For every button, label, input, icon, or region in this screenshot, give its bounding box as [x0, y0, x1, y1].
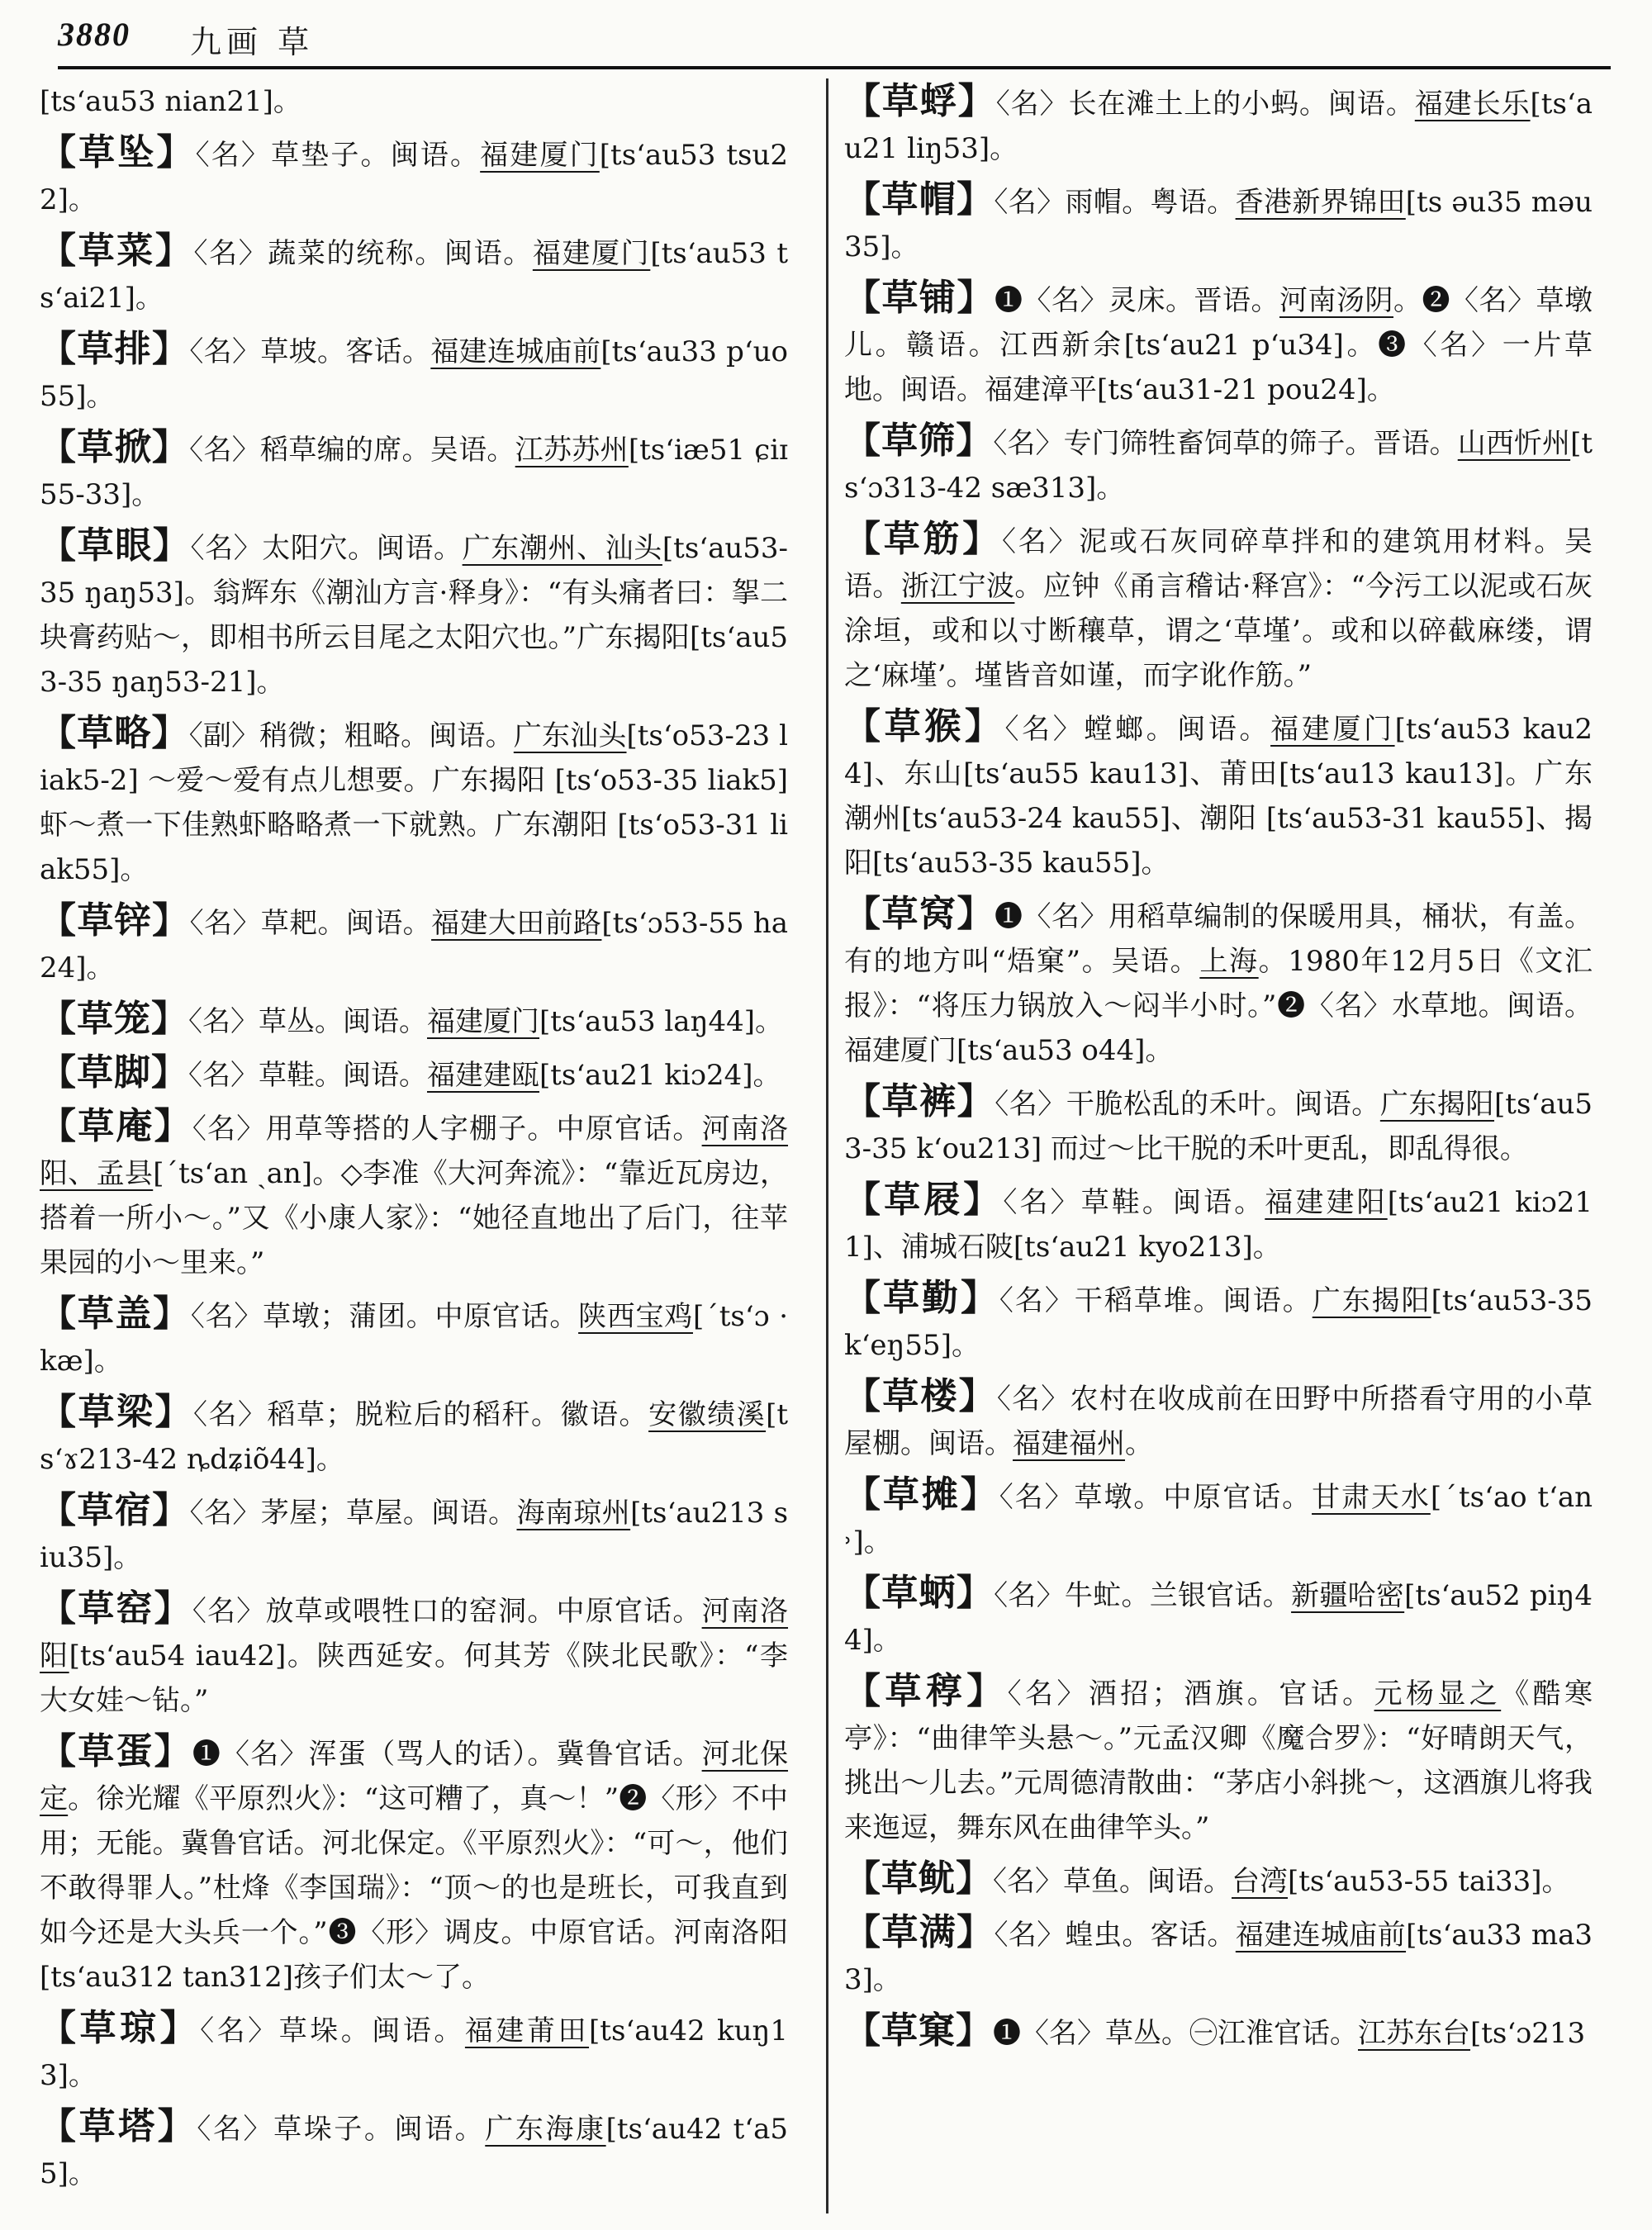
entry-text: 〈名〉干稻草堆。闽语。: [999, 1284, 1313, 1317]
entry-text: [ts‘au213 siu35]。: [40, 1497, 789, 1574]
entry-headword: 【草蛋】: [40, 1730, 192, 1772]
entry-headword: 【草眼】: [40, 524, 191, 567]
entry-headword: 【草稕】: [844, 1670, 1008, 1712]
entry-headword: 【草筋】: [844, 518, 1002, 560]
entry-text: 《酷寒亭》：“曲律竿头悬～。”元孟汉卿《魔合罗》：“好晴朗天气，挑出～儿去。”元周德清散曲：“茅店小斜挑～，这酒旗儿将我来迤逗，舞东风在曲律竿头。”: [844, 1677, 1593, 1844]
entry-text: [ts əu35 məu35]。: [844, 186, 1593, 263]
entry-headword: 【草盖】: [40, 1293, 191, 1335]
entry-text: 〈名〉牛虻。兰银官话。: [994, 1579, 1292, 1612]
entry-location: 河南洛阳、孟县: [40, 1113, 789, 1190]
entry-text: [ts‘au53-55 tai33]。: [1288, 1865, 1570, 1898]
entry-headword: 【草铺】: [844, 277, 995, 319]
dictionary-entry: [40, 1051, 788, 1098]
dictionary-entry: [40, 2006, 788, 2098]
entry-text: [ts‘au42 kuŋ13]。: [40, 2014, 789, 2092]
entry-headword: 【草窠】: [844, 2009, 993, 2052]
entry-location: 陕西宝鸡: [578, 1300, 693, 1333]
dictionary-entry: [40, 711, 788, 892]
dictionary-entry: [844, 1857, 1593, 1904]
left-column: [40, 79, 788, 2203]
dictionary-entry: [844, 178, 1593, 269]
entry-headword: 【草宿】: [40, 1489, 190, 1531]
entry-headword: 【草猴】: [844, 705, 1005, 747]
entry-headword: 【草梁】: [40, 1391, 194, 1433]
entry-text: 。❷〈名〉草墩儿。赣语。江西新余[ts‘au21 p‘u34]。❸〈名〉一片草地。闽语。福建漳平[ts‘au31-21 pou24]。: [844, 284, 1593, 406]
entry-text: 〈名〉草耙。闽语。: [189, 907, 432, 940]
entry-location: 上海: [1199, 945, 1259, 978]
entry-text: [ts‘ɔ313-42 sæ313]。: [844, 427, 1593, 505]
entry-text: [ts‘au33 p‘uo55]。: [40, 335, 789, 413]
dictionary-entry: [844, 1079, 1593, 1171]
entry-text: 〈名〉草坡。客话。: [189, 335, 431, 368]
entry-text: [ts‘au53-35 k‘ou213] 而过～比干脱的禾叶更乱，即乱得很。: [844, 1088, 1593, 1165]
dictionary-entry: [844, 1473, 1593, 1564]
dictionary-entry: [40, 1488, 788, 1580]
entry-headword: 【草筛】: [844, 420, 994, 462]
entry-headword: 【草窝】: [844, 893, 995, 935]
entry-location: 福建厦门: [532, 237, 651, 270]
entry-text: [ts‘au53-35 ŋaŋ53]。翁辉东《潮汕方言·释身》：“有头痛者曰：挐二块膏药贴～，即相书所云目尾之太阳穴也。”广东揭阳[ts‘au53-35 ŋaŋ53-21]。: [40, 532, 789, 699]
dictionary-entry: [40, 1587, 788, 1723]
entry-text: 〈名〉用草等搭的人字棚子。中原官话。: [192, 1113, 702, 1146]
dictionary-entry: [844, 1571, 1593, 1663]
page-number: 3880: [58, 16, 131, 53]
entry-location: 江苏东台: [1358, 2017, 1470, 2050]
entry-text: [ts‘au21 kiɔ211]、浦城石陂[ts‘au21 kyo213]。: [844, 1186, 1593, 1264]
entry-location: 福建厦门: [480, 139, 600, 172]
entry-text: [ts‘iæ51 ɕiɪ55-33]。: [40, 434, 789, 511]
entry-text: [ts‘o53-23 liak5-2] ～爱～爱有点儿想要。广东揭阳 [ts‘o53-35 liak5] 虾～煮一下佳熟虾略略煮一下就熟。广东潮阳 [ts‘o53-31 liak55]。: [40, 719, 789, 886]
entry-headword: 【草楼】: [844, 1375, 997, 1417]
entry-location: 江苏苏州: [515, 434, 629, 467]
entry-text: 〈名〉泥或石灰同碎草拌和的建筑用材料。吴语。: [844, 525, 1593, 603]
entry-text: [ts‘au53 ts‘ai21]。: [40, 237, 789, 315]
entry-location: 香港新界锦田: [1235, 186, 1406, 219]
entry-headword: 【草庵】: [40, 1105, 192, 1147]
dictionary-entry: [844, 79, 1593, 171]
entry-headword: 【草排】: [40, 328, 190, 370]
entry-headword: 【草掀】: [40, 426, 190, 468]
dictionary-entry: [844, 705, 1593, 885]
header-rule: [58, 66, 1611, 69]
entry-location: 广东揭阳: [1312, 1284, 1431, 1317]
dictionary-entry: [844, 1910, 1593, 2002]
entry-text: 〈副〉稍微；粗略。闽语。: [188, 719, 514, 752]
dictionary-entry: [40, 327, 788, 419]
dictionary-entry: [844, 1276, 1593, 1368]
dictionary-entry: [40, 229, 788, 320]
entry-location: 福建莆田: [464, 2014, 590, 2047]
entry-text: [ts‘au33 ma33]。: [844, 1919, 1593, 1996]
entry-text: ❶〈名〉用稻草编制的保暖用具，桶状，有盖。有的地方叫“焐窠”。吴语。: [844, 900, 1593, 978]
entry-text: 〈名〉稻草编的席。吴语。: [189, 434, 515, 467]
entry-text: [ˊts‘ao t‘an˒]。: [844, 1481, 1593, 1559]
entry-headword: 【草略】: [40, 712, 189, 754]
entry-text: 〈名〉专门筛牲畜饲草的筛子。晋语。: [993, 427, 1458, 460]
entry-text: 。徐光耀《平原烈火》：“这可糟了，真～！”❷〈形〉不中用；无能。冀鲁官话。河北保定。《平原烈火》：“可～，他们不敢得罪人。”杜烽《李国瑞》：“顶～的也是班长，可我直到如今还是大头兵一个。”❸〈形〉调皮。中原官话。河南洛阳[ts‘au312 tan312]孩子们太～了。: [40, 1782, 789, 1994]
entry-text: [ˊts‘an ˏan]。◇李准《大河奔流》：“靠近瓦房边，搭着一所小～。”又《小康人家》：“她径直地出了后门，往苹果园的小～里来。”: [40, 1157, 789, 1279]
entry-text: [ts‘au21 liŋ53]。: [844, 88, 1593, 165]
dictionary-entry: [844, 892, 1593, 1073]
entry-text: 〈名〉草鱼。闽语。: [993, 1865, 1232, 1898]
dictionary-entry: [844, 419, 1593, 510]
entry-text: [ts‘ɤ213-42 ȵdʑiõ44]。: [40, 1398, 789, 1476]
dictionary-entry: [844, 276, 1593, 412]
entry-location: 河北保定: [40, 1738, 789, 1815]
dictionary-entry: [40, 524, 788, 705]
column-divider: [826, 78, 828, 2213]
entry-text: [ts‘ɔ53-55 ha24]。: [40, 907, 789, 985]
entry-location: 甘肃天水: [1312, 1481, 1431, 1514]
entry-text: [ts‘au52 piŋ44]。: [844, 1579, 1593, 1657]
entry-headword: 【草帽】: [844, 178, 995, 221]
entry-headword: 【草屐】: [844, 1179, 1004, 1221]
dictionary-entry: [40, 997, 788, 1044]
entry-text: 〈名〉草鞋。闽语。: [1003, 1186, 1265, 1219]
entry-location: 广东潮州、汕头: [462, 532, 662, 565]
entry-location: 新疆哈密: [1291, 1579, 1405, 1612]
entry-text: 〈名〉稻草；脱粒后的稻秆。徽语。: [193, 1398, 649, 1431]
entry-text: 〈名〉放草或喂牲口的窑洞。中原官话。: [192, 1595, 702, 1628]
dictionary-entry: [40, 1729, 788, 2000]
entry-text: 〈名〉草墩。中原官话。: [999, 1481, 1313, 1514]
entry-text: [ˊts‘ɔ ·kæ]。: [40, 1300, 789, 1378]
entry-text: 。1980年12月5日《文汇报》：“将压力锅放入～闷半小时。”❷〈名〉水草地。闽语。福建厦门[ts‘au53 o44]。: [844, 945, 1593, 1067]
entry-text: 。应钟《甬言稽诂·释宫》：“今污工以泥或石灰涂垣，或和以寸断穰草，谓之‘草墐’。或和以碎截麻缕，谓之‘麻墐’。墐皆音如谨，而字讹作筋。”: [844, 570, 1593, 692]
entry-headword: 【草塔】: [40, 2105, 197, 2147]
entry-headword: 【草勤】: [844, 1277, 999, 1319]
dictionary-entry: [40, 899, 788, 990]
entry-headword: 【草琼】: [40, 2007, 201, 2049]
entry-location: 广东汕头: [513, 719, 627, 752]
dictionary-entry: [40, 130, 788, 222]
entry-location: 广东海康: [485, 2113, 606, 2146]
entry-text: ❶〈名〉草丛。㊀江淮官话。: [993, 2017, 1358, 2050]
entry-text: [ts‘au53-35 k‘eŋ55]。: [844, 1284, 1593, 1362]
entry-headword: 【草蜉】: [844, 80, 996, 122]
entry-text: 〈名〉雨帽。粤语。: [994, 186, 1236, 219]
entry-text: 〈名〉酒招；酒旗。官话。: [1007, 1677, 1374, 1710]
entry-text: 〈名〉草垛。闽语。: [200, 2014, 465, 2047]
entry-location: 元杨显之: [1374, 1677, 1502, 1710]
entry-text: [ts‘au53 kau24]、东山[ts‘au55 kau13]、莆田[ts‘au13 kau13]。广东潮州[ts‘au53-24 kau55]、潮阳 [ts‘au53-31 kau55]、揭阳[ts‘au53-35 kau55]。: [844, 713, 1593, 880]
entry-text: 〈名〉干脆松乱的禾叶。闽语。: [995, 1088, 1380, 1121]
entry-location: 海南琼州: [516, 1497, 631, 1530]
entry-headword: 【草脚】: [40, 1051, 188, 1094]
section-title: 九画 草: [190, 24, 315, 60]
entry-location: 福建建阳: [1265, 1186, 1388, 1219]
entry-text: 。: [1125, 1427, 1153, 1460]
entry-text: 〈名〉蝗虫。客话。: [994, 1919, 1236, 1952]
entry-text: [ts‘ɔ213: [1470, 2017, 1586, 2050]
dictionary-entry: [844, 1178, 1593, 1269]
dictionary-entry: [844, 1669, 1593, 1850]
entry-headword: 【草笼】: [40, 998, 188, 1040]
entry-location: 河南洛阳: [40, 1595, 789, 1672]
entry-location: 福建大田前路: [431, 907, 602, 940]
entry-location: 河南汤阴: [1279, 284, 1393, 317]
dictionary-entry: [40, 79, 788, 124]
dictionary-entry: [40, 425, 788, 517]
entry-location: 福建连城庙前: [1235, 1919, 1407, 1952]
entry-text: 〈名〉草墩；蒲团。中原官话。: [190, 1300, 579, 1333]
entry-text: 〈名〉草垫子。闽语。: [195, 139, 481, 172]
entry-location: 浙江宁波: [900, 570, 1015, 603]
entry-headword: 【草坠】: [40, 131, 196, 173]
dictionary-entry: [40, 1292, 788, 1383]
entry-headword: 【草摊】: [844, 1473, 999, 1516]
entry-location: 福建长乐: [1414, 88, 1531, 121]
entry-headword: 【草菜】: [40, 230, 194, 272]
entry-text: 〈名〉螳螂。闽语。: [1004, 713, 1271, 746]
entry-text: [ts‘au42 t‘a55]。: [40, 2113, 789, 2190]
entry-text: 〈名〉长在滩土上的小蚂。闽语。: [995, 88, 1415, 121]
entry-text: [ts‘au54 iau42]。陕西延安。何其芳《陕北民歌》：“李大女娃～钻。”: [40, 1639, 789, 1717]
entry-location: 福建厦门: [1270, 713, 1395, 746]
entry-headword: 【草鱿】: [844, 1858, 993, 1900]
entry-text: ❶〈名〉浑蛋（骂人的话）。冀鲁官话。: [192, 1738, 702, 1771]
page-header: [58, 12, 1611, 61]
entry-text: 〈名〉草丛。闽语。: [188, 1005, 427, 1038]
entry-text: 〈名〉蔬菜的统称。闽语。: [193, 237, 533, 270]
entry-text: 〈名〉草鞋。闽语。: [188, 1059, 427, 1092]
entry-location: 山西忻州: [1457, 427, 1571, 460]
entry-headword: 【草锌】: [40, 899, 190, 942]
entry-location: 台湾: [1232, 1865, 1288, 1898]
entry-location: 福建连城庙前: [430, 335, 601, 368]
entry-text: 〈名〉草垛子。闽语。: [197, 2113, 486, 2146]
entry-headword: 【草窑】: [40, 1587, 192, 1630]
entry-text: 〈名〉太阳穴。闽语。: [190, 532, 463, 565]
dictionary-entry: [844, 2009, 1593, 2056]
entry-location: 安徽绩溪: [648, 1398, 767, 1431]
entry-text: [ts‘au53 laŋ44]。: [539, 1005, 783, 1038]
entry-text: 〈名〉农村在收成前在田野中所搭看守用的小草屋棚。闽语。: [844, 1383, 1593, 1460]
dictionary-entry: [40, 1390, 788, 1482]
dictionary-entry: [844, 517, 1593, 698]
entry-text: 〈名〉茅屋；草屋。闽语。: [189, 1497, 517, 1530]
entry-location: 福建建瓯: [427, 1059, 539, 1092]
entry-headword: 【草蛃】: [844, 1572, 995, 1614]
entry-headword: 【草裤】: [844, 1080, 995, 1122]
dictionary-entry: [40, 1104, 788, 1285]
dictionary-entry: [844, 1374, 1593, 1466]
entry-headword: 【草满】: [844, 1911, 995, 1953]
entry-text: [ts‘au53 tsu22]。: [40, 139, 789, 216]
dictionary-entry: [40, 2104, 788, 2196]
entry-location: 福建厦门: [427, 1005, 539, 1038]
entry-location: 福建福州: [1013, 1427, 1125, 1460]
entry-location: 广东揭阳: [1379, 1088, 1495, 1121]
right-column: [844, 79, 1593, 2062]
entry-text: [ts‘au53 nian21]。: [40, 85, 301, 118]
entry-text: [ts‘au21 kiɔ24]。: [539, 1059, 781, 1092]
entry-text: ❶〈名〉灵床。晋语。: [995, 284, 1279, 317]
